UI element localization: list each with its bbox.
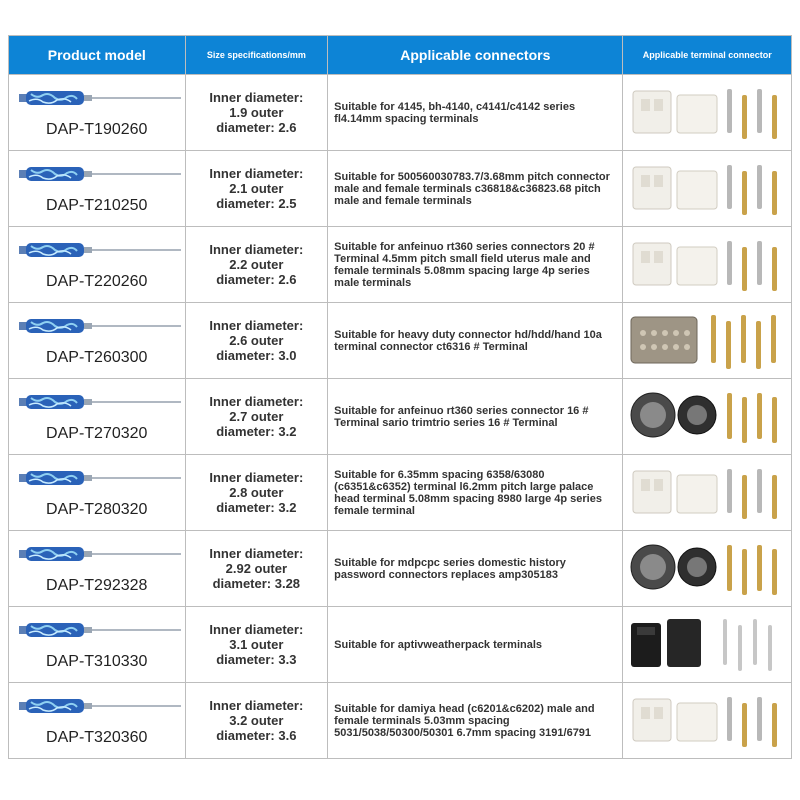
product-model-cell	[9, 75, 186, 151]
product-model-cell	[9, 607, 186, 683]
size-spec-cell	[185, 75, 328, 151]
product-model-name: DAP-T320360	[46, 729, 148, 746]
product-model-name: DAP-T220260	[46, 273, 148, 290]
table-row	[9, 455, 792, 531]
product-model-name: DAP-T260300	[46, 349, 148, 366]
size-line: Inner diameter:	[209, 546, 304, 561]
size-line: Inner diameter:	[209, 166, 304, 181]
product-model-name: DAP-T292328	[46, 577, 148, 594]
size-line: 2.92 outer	[225, 561, 288, 576]
product-model-name: DAP-T190260	[46, 121, 148, 138]
table-row	[9, 379, 792, 455]
table-row	[9, 227, 792, 303]
product-model-name: DAP-T210250	[46, 197, 148, 214]
applicable-connectors-cell: Suitable for mdpcpc series domestic history password connectors replaces amp305183	[328, 531, 623, 607]
size-line: diameter: 2.6	[216, 272, 297, 287]
size-spec-cell	[185, 607, 328, 683]
size-line: 2.6 outer	[229, 333, 284, 348]
terminal-connector-image	[623, 303, 792, 379]
header-terminal-connector: Applicable terminal connector	[623, 36, 792, 75]
header-size-spec: Size specifications/mm	[185, 36, 328, 75]
header-row	[9, 36, 792, 75]
applicable-connectors-cell: Suitable for 500560030783.7/3.68mm pitch connector male and female terminals c36818&c36823.68 pitch male and female terminals	[328, 151, 623, 227]
size-spec-cell	[185, 531, 328, 607]
size-line: 2.7 outer	[229, 409, 284, 424]
size-line: 3.1 outer	[229, 637, 284, 652]
extractor-tool-image	[19, 395, 181, 409]
applicable-connectors-cell: Suitable for heavy duty connector hd/hdd/hand 10a terminal connector ct6316 # Terminal	[328, 303, 623, 379]
product-model-cell	[9, 531, 186, 607]
extractor-tool-image	[19, 319, 181, 333]
size-spec-cell	[185, 151, 328, 227]
applicable-connectors-cell: Suitable for 4145, bh-4140, c4141/c4142 series fl4.14mm spacing terminals	[328, 75, 623, 151]
applicable-connectors-cell: Suitable for damiya head (c6201&c6202) male and female terminals 5.03mm spacing 5031/5038/50300/50301 6.7mm spacing 3191/6791	[328, 683, 623, 759]
size-line: 1.9 outer	[229, 105, 284, 120]
extractor-tool-image	[19, 471, 181, 485]
terminal-connector-image	[623, 379, 792, 455]
product-model-name: DAP-T310330	[46, 653, 148, 670]
size-line: Inner diameter:	[209, 90, 304, 105]
size-spec-cell	[185, 683, 328, 759]
size-line: 2.8 outer	[229, 485, 284, 500]
size-line: Inner diameter:	[209, 622, 304, 637]
product-table	[8, 35, 792, 759]
size-line: diameter: 3.0	[216, 348, 297, 363]
product-model-cell	[9, 379, 186, 455]
table-row	[9, 683, 792, 759]
size-line: Inner diameter:	[209, 470, 304, 485]
table-row	[9, 303, 792, 379]
header-product-model: Product model	[9, 36, 186, 75]
terminal-connector-image	[623, 683, 792, 759]
table-row	[9, 607, 792, 683]
applicable-connectors-cell: Suitable for 6.35mm spacing 6358/63080 (c6351&c6352) terminal l6.2mm pitch large palace head terminal 5.08mm spacing 8980 large 4p series female terminal	[328, 455, 623, 531]
size-line: Inner diameter:	[209, 394, 304, 409]
extractor-tool-image	[19, 91, 181, 105]
extractor-tool-image	[19, 623, 181, 637]
terminal-connector-image	[623, 151, 792, 227]
applicable-connectors-cell: Suitable for anfeinuo rt360 series connector 16 # Terminal sario trimtrio series 16 # Terminal	[328, 379, 623, 455]
size-line: diameter: 3.28	[212, 576, 301, 591]
size-line: diameter: 3.6	[216, 728, 297, 743]
header-applicable-connectors: Applicable connectors	[328, 36, 623, 75]
extractor-tool-image	[19, 699, 181, 713]
size-spec-cell	[185, 227, 328, 303]
terminal-connector-image	[623, 455, 792, 531]
size-line: diameter: 2.6	[216, 120, 297, 135]
applicable-connectors-cell: Suitable for aptivweatherpack terminals	[328, 607, 623, 683]
table-row	[9, 75, 792, 151]
table-row	[9, 531, 792, 607]
size-spec-cell	[185, 303, 328, 379]
table-row	[9, 151, 792, 227]
size-line: Inner diameter:	[209, 698, 304, 713]
terminal-connector-image	[623, 607, 792, 683]
size-line: 2.1 outer	[229, 181, 284, 196]
size-line: diameter: 3.3	[216, 652, 297, 667]
size-line: diameter: 2.5	[216, 196, 297, 211]
size-line: diameter: 3.2	[216, 424, 297, 439]
product-model-cell	[9, 683, 186, 759]
size-spec-cell	[185, 455, 328, 531]
size-line: Inner diameter:	[209, 242, 304, 257]
applicable-connectors-cell: Suitable for anfeinuo rt360 series connectors 20 # Terminal 4.5mm pitch small field uterus male and female terminals 5.08mm spacing large 4p series male terminals	[328, 227, 623, 303]
product-model-name: DAP-T280320	[46, 501, 148, 518]
product-model-cell	[9, 151, 186, 227]
extractor-tool-image	[19, 547, 181, 561]
product-model-cell	[9, 227, 186, 303]
size-line: Inner diameter:	[209, 318, 304, 333]
size-line: 3.2 outer	[229, 713, 284, 728]
size-spec-cell	[185, 379, 328, 455]
extractor-tool-image	[19, 243, 181, 257]
extractor-tool-image	[19, 167, 181, 181]
product-model-cell	[9, 455, 186, 531]
size-line: 2.2 outer	[229, 257, 284, 272]
size-line: diameter: 3.2	[216, 500, 297, 515]
product-model-name: DAP-T270320	[46, 425, 148, 442]
product-model-cell	[9, 303, 186, 379]
terminal-connector-image	[623, 227, 792, 303]
terminal-connector-image	[623, 75, 792, 151]
terminal-connector-image	[623, 531, 792, 607]
